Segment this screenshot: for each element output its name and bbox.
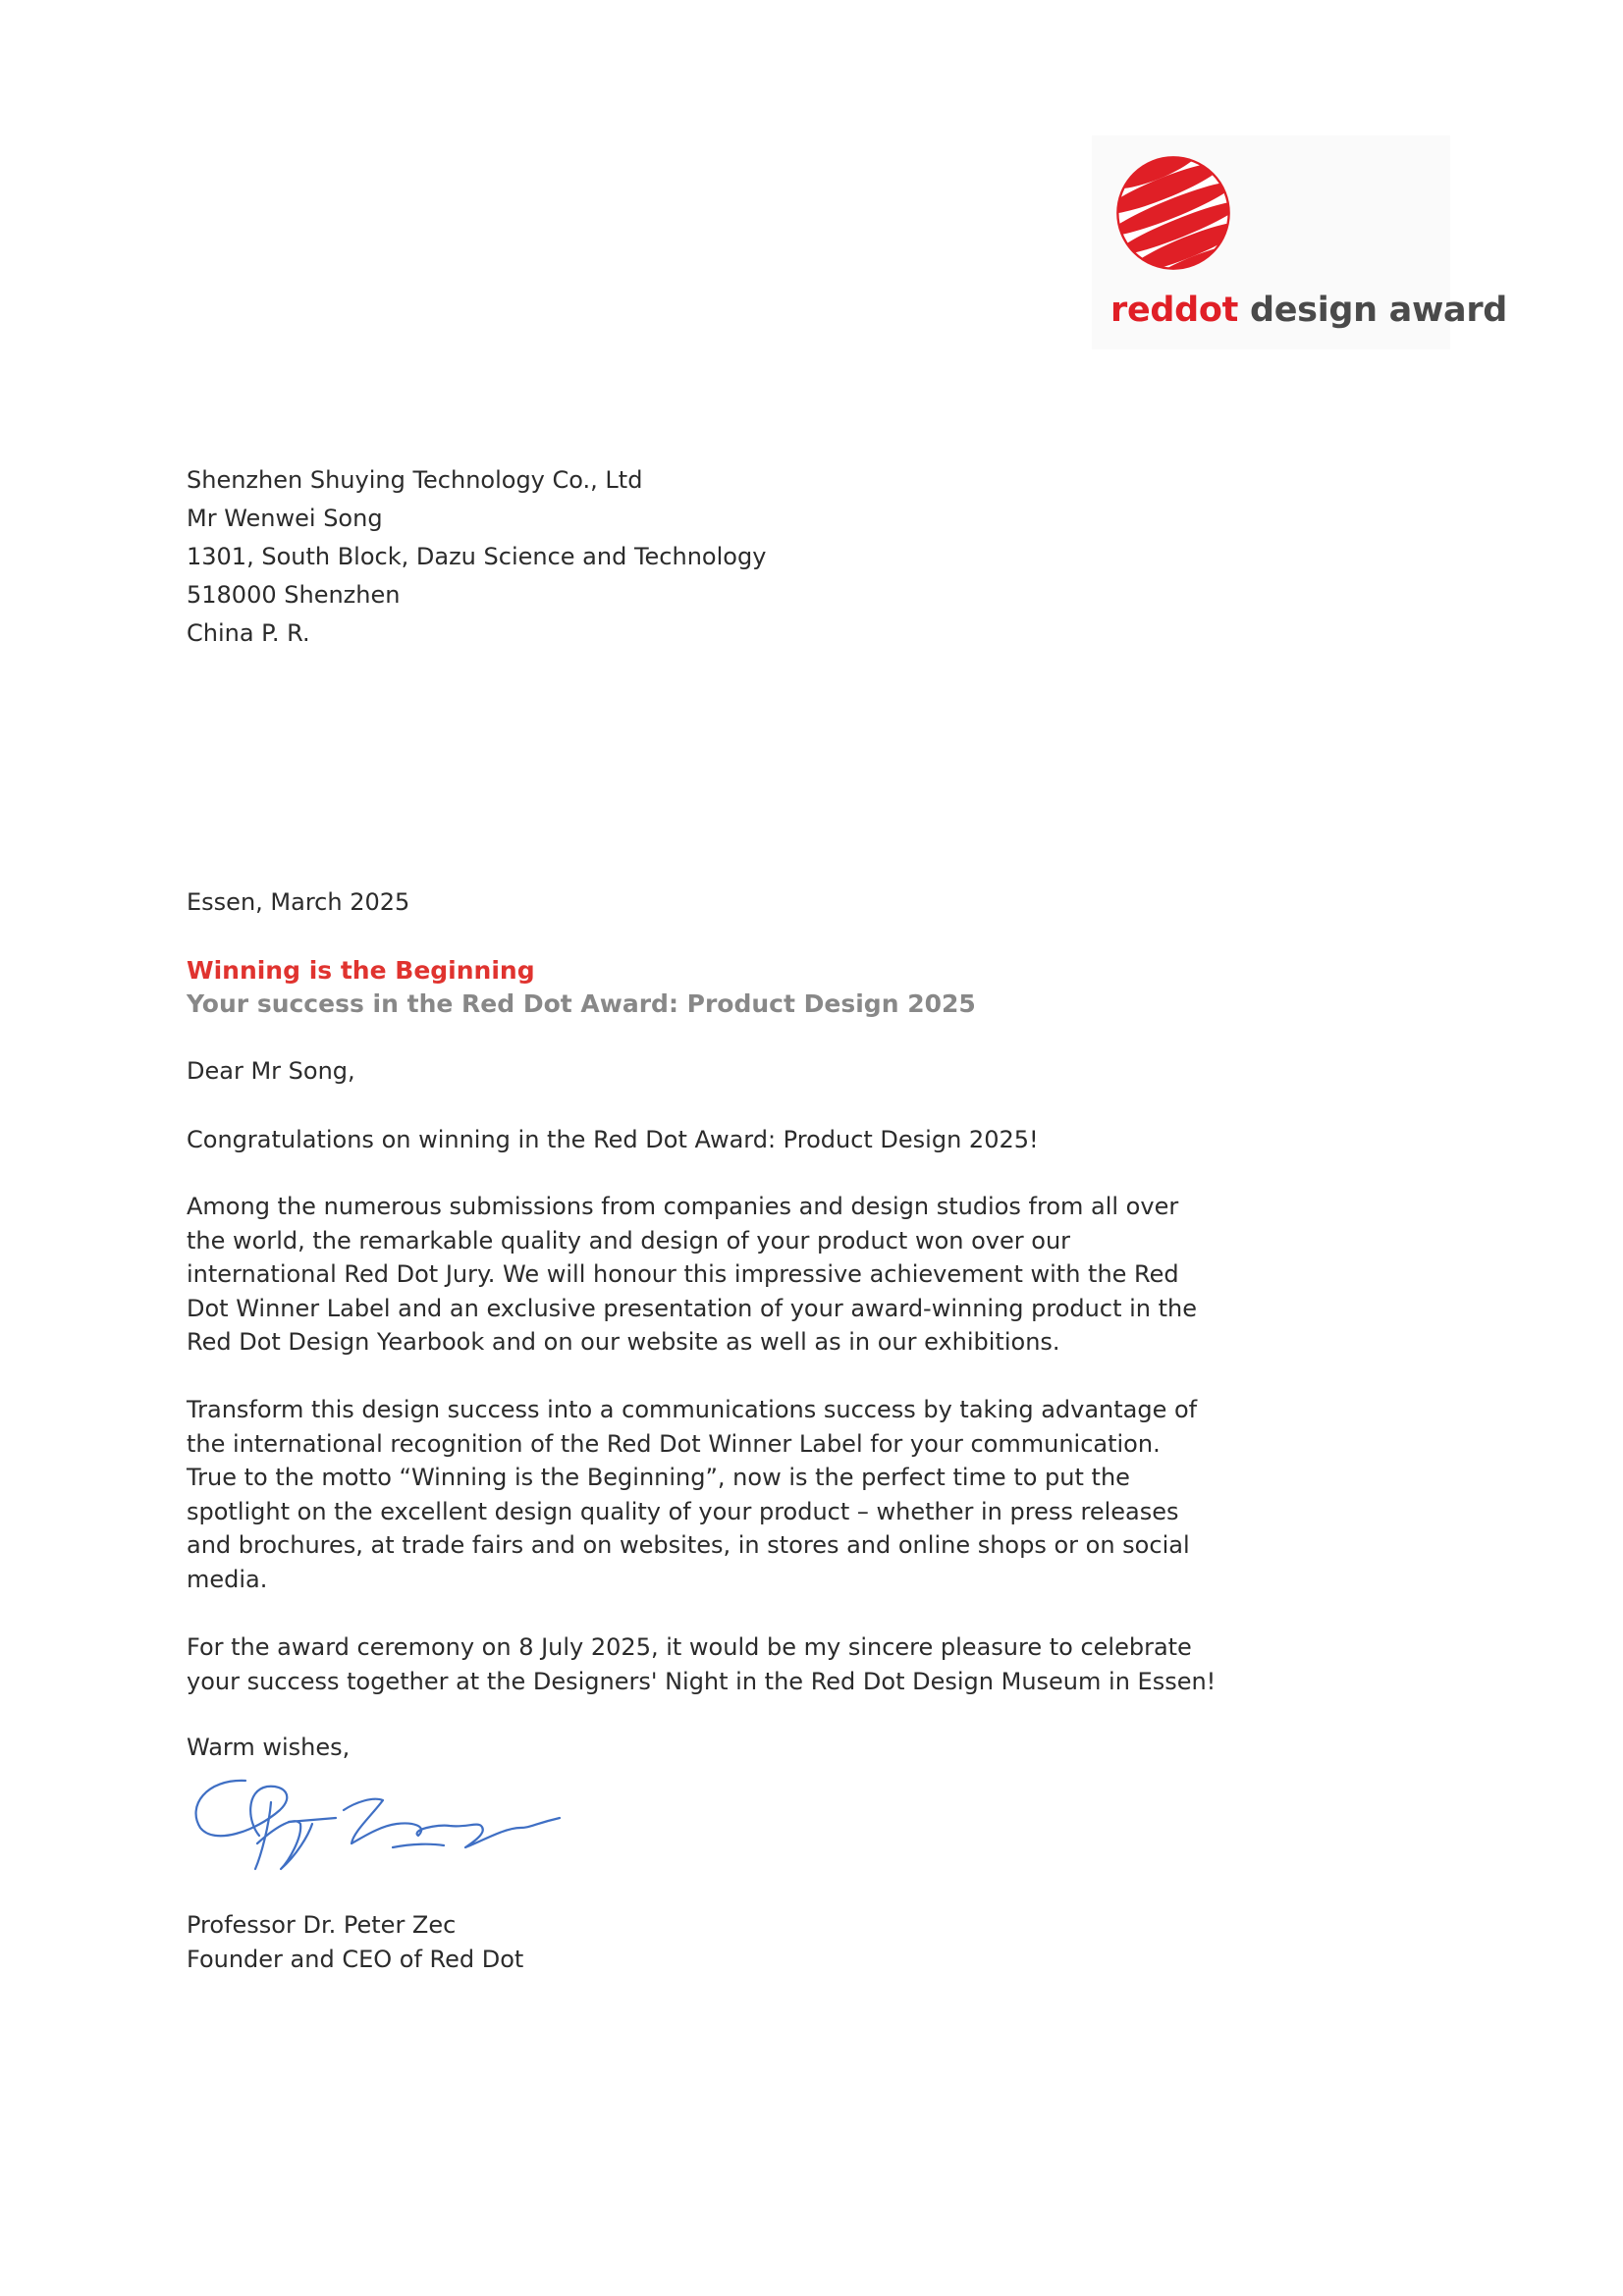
- recipient-street: 1301, South Block, Dazu Science and Technology: [187, 543, 767, 570]
- signer-title: Founder and CEO of Red Dot: [187, 1945, 524, 1973]
- letter-date: Essen, March 2025: [187, 888, 410, 916]
- recipient-address: [187, 461, 766, 653]
- paragraph-line: For the award ceremony on 8 July 2025, it would be my sincere pleasure to celebrate: [187, 1633, 1192, 1661]
- salutation: Dear Mr Song,: [187, 1057, 355, 1085]
- paragraph-2: [187, 1393, 1197, 1596]
- paragraph-line: True to the motto “Winning is the Beginning”, now is the perfect time to put the: [187, 1464, 1130, 1491]
- red-dot-sphere-icon: [1115, 155, 1231, 271]
- signer-block: [187, 1908, 523, 1976]
- letter-subheadline: Your success in the Red Dot Award: Product Design 2025: [187, 989, 976, 1018]
- paragraph-line: Transform this design success into a communications success by taking advantage of: [187, 1396, 1198, 1423]
- paragraph-line: media.: [187, 1565, 268, 1593]
- paragraph-line: spotlight on the excellent design quality of your product – whether in press releases: [187, 1497, 1179, 1525]
- logo-wordmark: reddot design award: [1110, 291, 1508, 330]
- handwritten-signature: [187, 1767, 579, 1885]
- paragraph-line: and brochures, at trade fairs and on websites, in stores and online shops or on social: [187, 1531, 1190, 1559]
- red-dot-logo: [1092, 135, 1508, 349]
- recipient-company: Shenzhen Shuying Technology Co., Ltd: [187, 466, 643, 494]
- paragraph-line: your success together at the Designers' Night in the Red Dot Design Museum in Essen!: [187, 1667, 1217, 1695]
- paragraph-line: international Red Dot Jury. We will honour this impressive achievement with the Red: [187, 1260, 1179, 1288]
- paragraph-3: [187, 1630, 1216, 1698]
- signer-name: Professor Dr. Peter Zec: [187, 1911, 457, 1939]
- paragraph-line: Red Dot Design Yearbook and on our website as well as in our exhibitions.: [187, 1328, 1060, 1356]
- closing: Warm wishes,: [187, 1734, 351, 1761]
- recipient-name: Mr Wenwei Song: [187, 505, 383, 532]
- paragraph-line: the world, the remarkable quality and design of your product won over our: [187, 1226, 1071, 1255]
- paragraph-1: [187, 1190, 1197, 1360]
- paragraph-line: Among the numerous submissions from companies and design studios from all over: [187, 1193, 1179, 1220]
- letter-headline: Winning is the Beginning: [187, 956, 535, 985]
- recipient-city: 518000 Shenzhen: [187, 581, 401, 609]
- congratulations-line: Congratulations on winning in the Red Dot Award: Product Design 2025!: [187, 1126, 1039, 1153]
- paragraph-line: Dot Winner Label and an exclusive presentation of your award-winning product in the: [187, 1294, 1197, 1322]
- recipient-country: China P. R.: [187, 619, 310, 647]
- paragraph-line: the international recognition of the Red Dot Winner Label for your communication.: [187, 1429, 1161, 1458]
